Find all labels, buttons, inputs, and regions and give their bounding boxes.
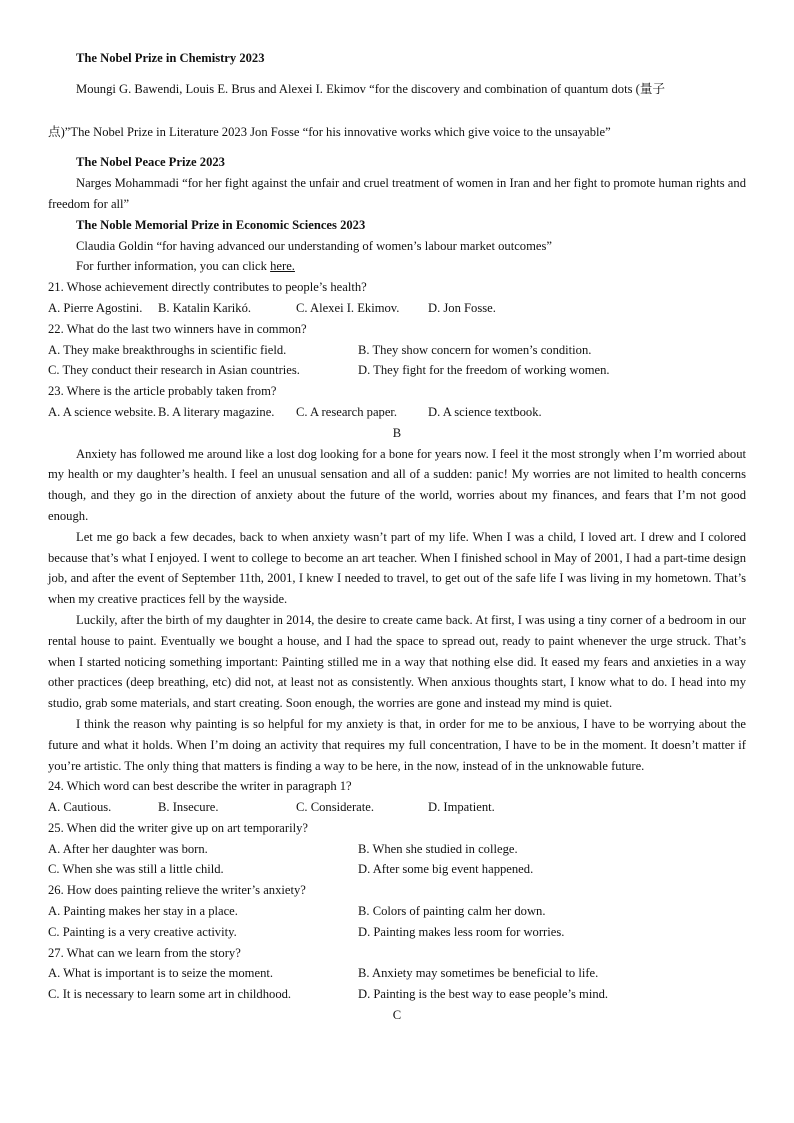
option: C. They conduct their research in Asian countries. <box>48 363 300 378</box>
passage-paragraph: Luckily, after the birth of my daughter in 2014, the desire to create came back. At first, I was using a tiny corner of a bedroom in our rental house to paint. Eventually we bought a house, and I had the space to spread out, ready to paint whenever the urge struck. That’s when I started noticing something important: Painting stilled me in a way that nothing else did. It eased my fears and anxieties in a way other practices (deep breathing, etc) did not, at least not as consistently. When anxious thoughts start, I know what to do. I head into my studio, grab some materials, and start creating. Soon enough, the worries are gone and instead my mind is quiet. <box>48 612 746 711</box>
chemistry-continuation: 点)” <box>48 124 71 139</box>
passage-paragraph: Anxiety has followed me around like a lost dog looking for a bone for years now. I feel it the most strongly when I’m worried about my health or my daughter’s health. I feel an unusual sensation and all of a sudden: panic! My worries are not limited to health concerns though, and they go in the direction of anxiety about the future of the world, worries about my finances, and fears that I’m not good enough. <box>48 446 746 523</box>
question-stem: 23. Where is the article probably taken from? <box>48 384 277 399</box>
option: A. Pierre Agostini. <box>48 300 143 315</box>
economics-title: The Noble Memorial Prize in Economic Sciences 2023 <box>76 217 366 232</box>
option: C. Painting is a very creative activity. <box>48 924 237 939</box>
option: C. A research paper. <box>296 404 398 419</box>
option: A. They make breakthroughs in scientific field. <box>48 342 287 357</box>
option: A. After her daughter was born. <box>48 841 208 856</box>
question-stem: 26. How does painting relieve the writer’s anxiety? <box>48 883 306 898</box>
option: A. Cautious. <box>48 800 112 815</box>
option: B. Colors of painting calm her down. <box>358 904 546 919</box>
option: A. What is important is to seize the moment. <box>48 966 274 981</box>
option-row <box>48 298 746 319</box>
option: D. Painting is the best way to ease people’s mind. <box>358 987 609 1002</box>
chemistry-title: The Nobel Prize in Chemistry 2023 <box>76 51 265 65</box>
option-row <box>48 859 746 880</box>
questions-part-a <box>48 277 746 423</box>
option: B. Katalin Karikó. <box>158 300 252 315</box>
option: C. Considerate. <box>296 800 374 815</box>
here-link[interactable]: here. <box>270 259 295 274</box>
option: C. Alexei I. Ekimov. <box>296 300 400 315</box>
section-c-heading: C <box>392 1008 402 1023</box>
option-row <box>48 922 746 943</box>
further-info <box>48 256 746 277</box>
passage-paragraph: Let me go back a few decades, back to when anxiety wasn’t part of my life. When I was a child, I loved art. I drew and I colored because that’s what I enjoyed. I went to college to become an art teacher. When I finished school in May of 2001, I had a part-time design job, and after the event of September 11th, 2001, I knew I needed to travel, to get out of the safe life I was living in my hometown. That’s when my creative practices fell by the wayside. <box>48 529 746 607</box>
option-row <box>48 839 746 860</box>
option: B. A literary magazine. <box>158 404 275 419</box>
section-b-heading: B <box>392 425 402 440</box>
option-row <box>48 360 746 381</box>
option: C. It is necessary to learn some art in childhood. <box>48 987 292 1002</box>
option-row <box>48 901 746 922</box>
option-row <box>48 402 746 423</box>
option: D. A science textbook. <box>428 404 542 419</box>
option: D. They fight for the freedom of working women. <box>358 363 610 378</box>
passage-paragraph: I think the reason why painting is so helpful for my anxiety is that, in order for me to be anxious, I have to be worrying about the future and what it holds. When I’m doing an activity that requires my full concentration, I have to be in the moment. It doesn’t matter if you’re artistic. The only thing that matters is finding a way to be here, in the now, instead of in the unknowable future. <box>48 716 746 773</box>
page <box>48 48 746 1026</box>
peace-title: The Nobel Peace Prize 2023 <box>76 155 225 170</box>
peace-winner: Narges Mohammadi “for her fight against the unfair and cruel treatment of women in Iran and her fight to promote human rights and freedom for all” <box>48 176 746 211</box>
option: D. Painting makes less room for worries. <box>358 924 565 939</box>
literature-winner: The Nobel Prize in Literature 2023 Jon Fosse “for his innovative works which give voice to the unsayable” <box>70 124 611 139</box>
passage-b <box>48 444 746 777</box>
option: B. When she studied in college. <box>358 841 518 856</box>
option: D. Impatient. <box>428 800 495 815</box>
chemistry-literature-line <box>48 122 746 143</box>
option-row <box>48 963 746 984</box>
chemistry-winners: Moungi G. Bawendi, Louis E. Brus and Alexei I. Ekimov “for the discovery and combination of quantum dots (量子 <box>76 81 666 96</box>
option-row <box>48 340 746 361</box>
option: B. Anxiety may sometimes be beneficial to life. <box>358 966 599 981</box>
option: A. A science website. <box>48 404 157 419</box>
option: A. Painting makes her stay in a place. <box>48 904 238 919</box>
questions-part-b <box>48 776 746 1005</box>
economics-winner: Claudia Goldin “for having advanced our understanding of women’s labour market outcomes” <box>76 238 552 253</box>
option: C. When she was still a little child. <box>48 862 224 877</box>
question-stem: 24. Which word can best describe the writer in paragraph 1? <box>48 779 352 794</box>
question-stem: 21. Whose achievement directly contributes to people’s health? <box>48 280 367 295</box>
option: B. They show concern for women’s condition. <box>358 342 592 357</box>
question-stem: 25. When did the writer give up on art temporarily? <box>48 820 308 835</box>
option: D. Jon Fosse. <box>428 300 496 315</box>
option: D. After some big event happened. <box>358 862 534 877</box>
option: B. Insecure. <box>158 800 219 815</box>
option-row <box>48 984 746 1005</box>
option-row <box>48 797 746 818</box>
further-info-text: For further information, you can click <box>76 259 271 274</box>
question-stem: 22. What do the last two winners have in common? <box>48 321 307 336</box>
question-stem: 27. What can we learn from the story? <box>48 945 241 960</box>
